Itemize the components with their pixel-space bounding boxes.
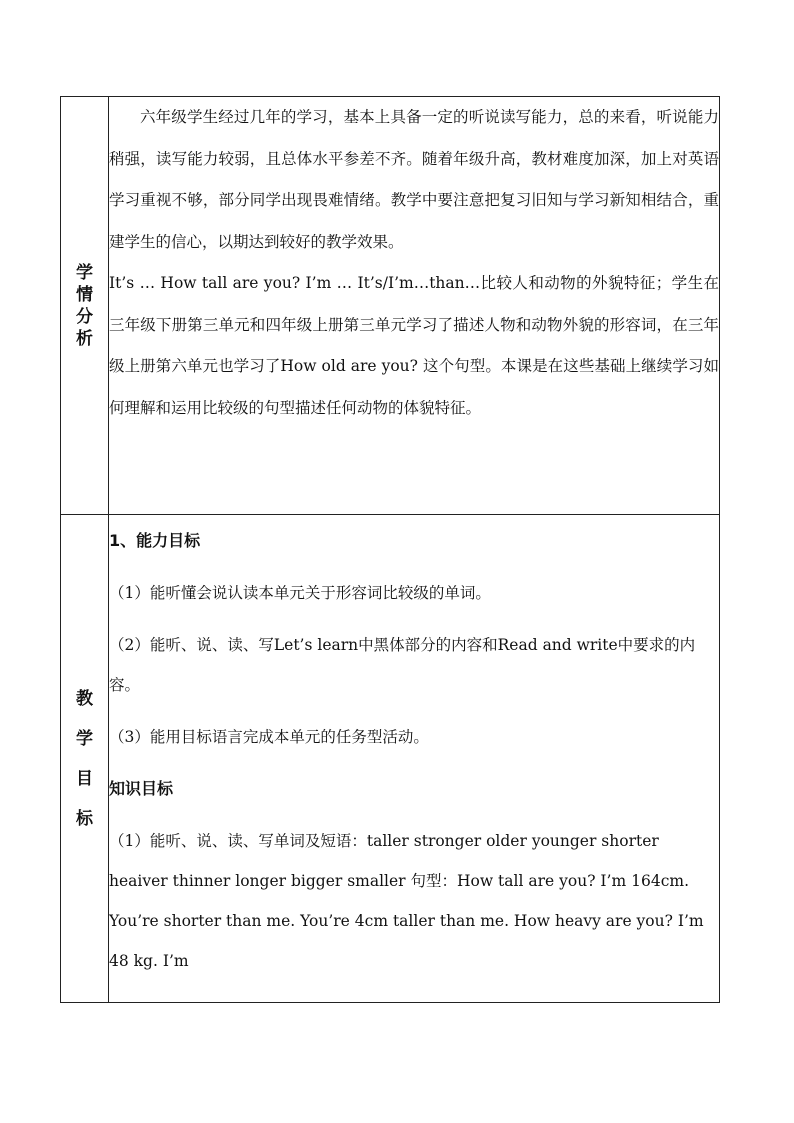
ability-goal-item: （3）能用目标语言完成本单元的任务型活动。 [109,728,429,746]
label-char: 学 [76,728,93,749]
teaching-goals-content [109,515,720,1003]
label-char: 析 [76,328,93,349]
ability-goal-item: （1）能听懂会说认读本单元关于形容词比较级的单词。 [109,584,491,602]
label-char: 教 [76,688,93,709]
label-char: 学 [76,262,93,283]
analysis-paragraph: It’s … How tall are you? I’m … It’s/I’m…than…比较人和动物的外貌特征；学生在三年级下册第三单元和四年级上册第三单元学习了描述人物和动物外貌的形容词，在三年级上册第六单元也学习了How old are you? 这个句型。本课是在这些基础上继续学习如何理解和运用比较级的句型描述任何动物的体貌特征。 [109,274,719,417]
label-char: 分 [76,306,93,327]
label-char: 目 [76,768,93,789]
student-analysis-label [61,97,109,515]
analysis-paragraph: 六年级学生经过几年的学习，基本上具备一定的听说读写能力，总的来看，听说能力稍强，读写能力较弱，且总体水平参差不齐。随着年级升高，教材难度加深，加上对英语学习重视不够，部分同学出现畏难情绪。教学中要注意把复习旧知与学习新知相结合，重建学生的信心，以期达到较好的教学效果。 [109,108,719,251]
label-char: 情 [76,284,93,305]
knowledge-goal-heading: 知识目标 [109,779,174,798]
teaching-goals-label [61,515,109,1003]
ability-goal-item: （2）能听、说、读、写Let’s learn中黑体部分的内容和Read and write中要求的内容。 [109,636,696,694]
ability-goal-heading: 1、能力目标 [109,531,201,550]
teaching-goals-row [61,515,720,1003]
knowledge-goal-item: （1）能听、说、读、写单词及短语：taller stronger older younger shorter heaiver thinner longer bigger smaller 句型：How tall are you? I’m 164cm. You’re shorter than me. You’re 4cm taller than me. How heavy are you? I’m 48 kg. I’m [109,832,704,970]
student-analysis-row [61,97,720,515]
label-char: 标 [76,808,93,829]
student-analysis-content [109,97,720,515]
lesson-plan-table [60,96,720,1003]
